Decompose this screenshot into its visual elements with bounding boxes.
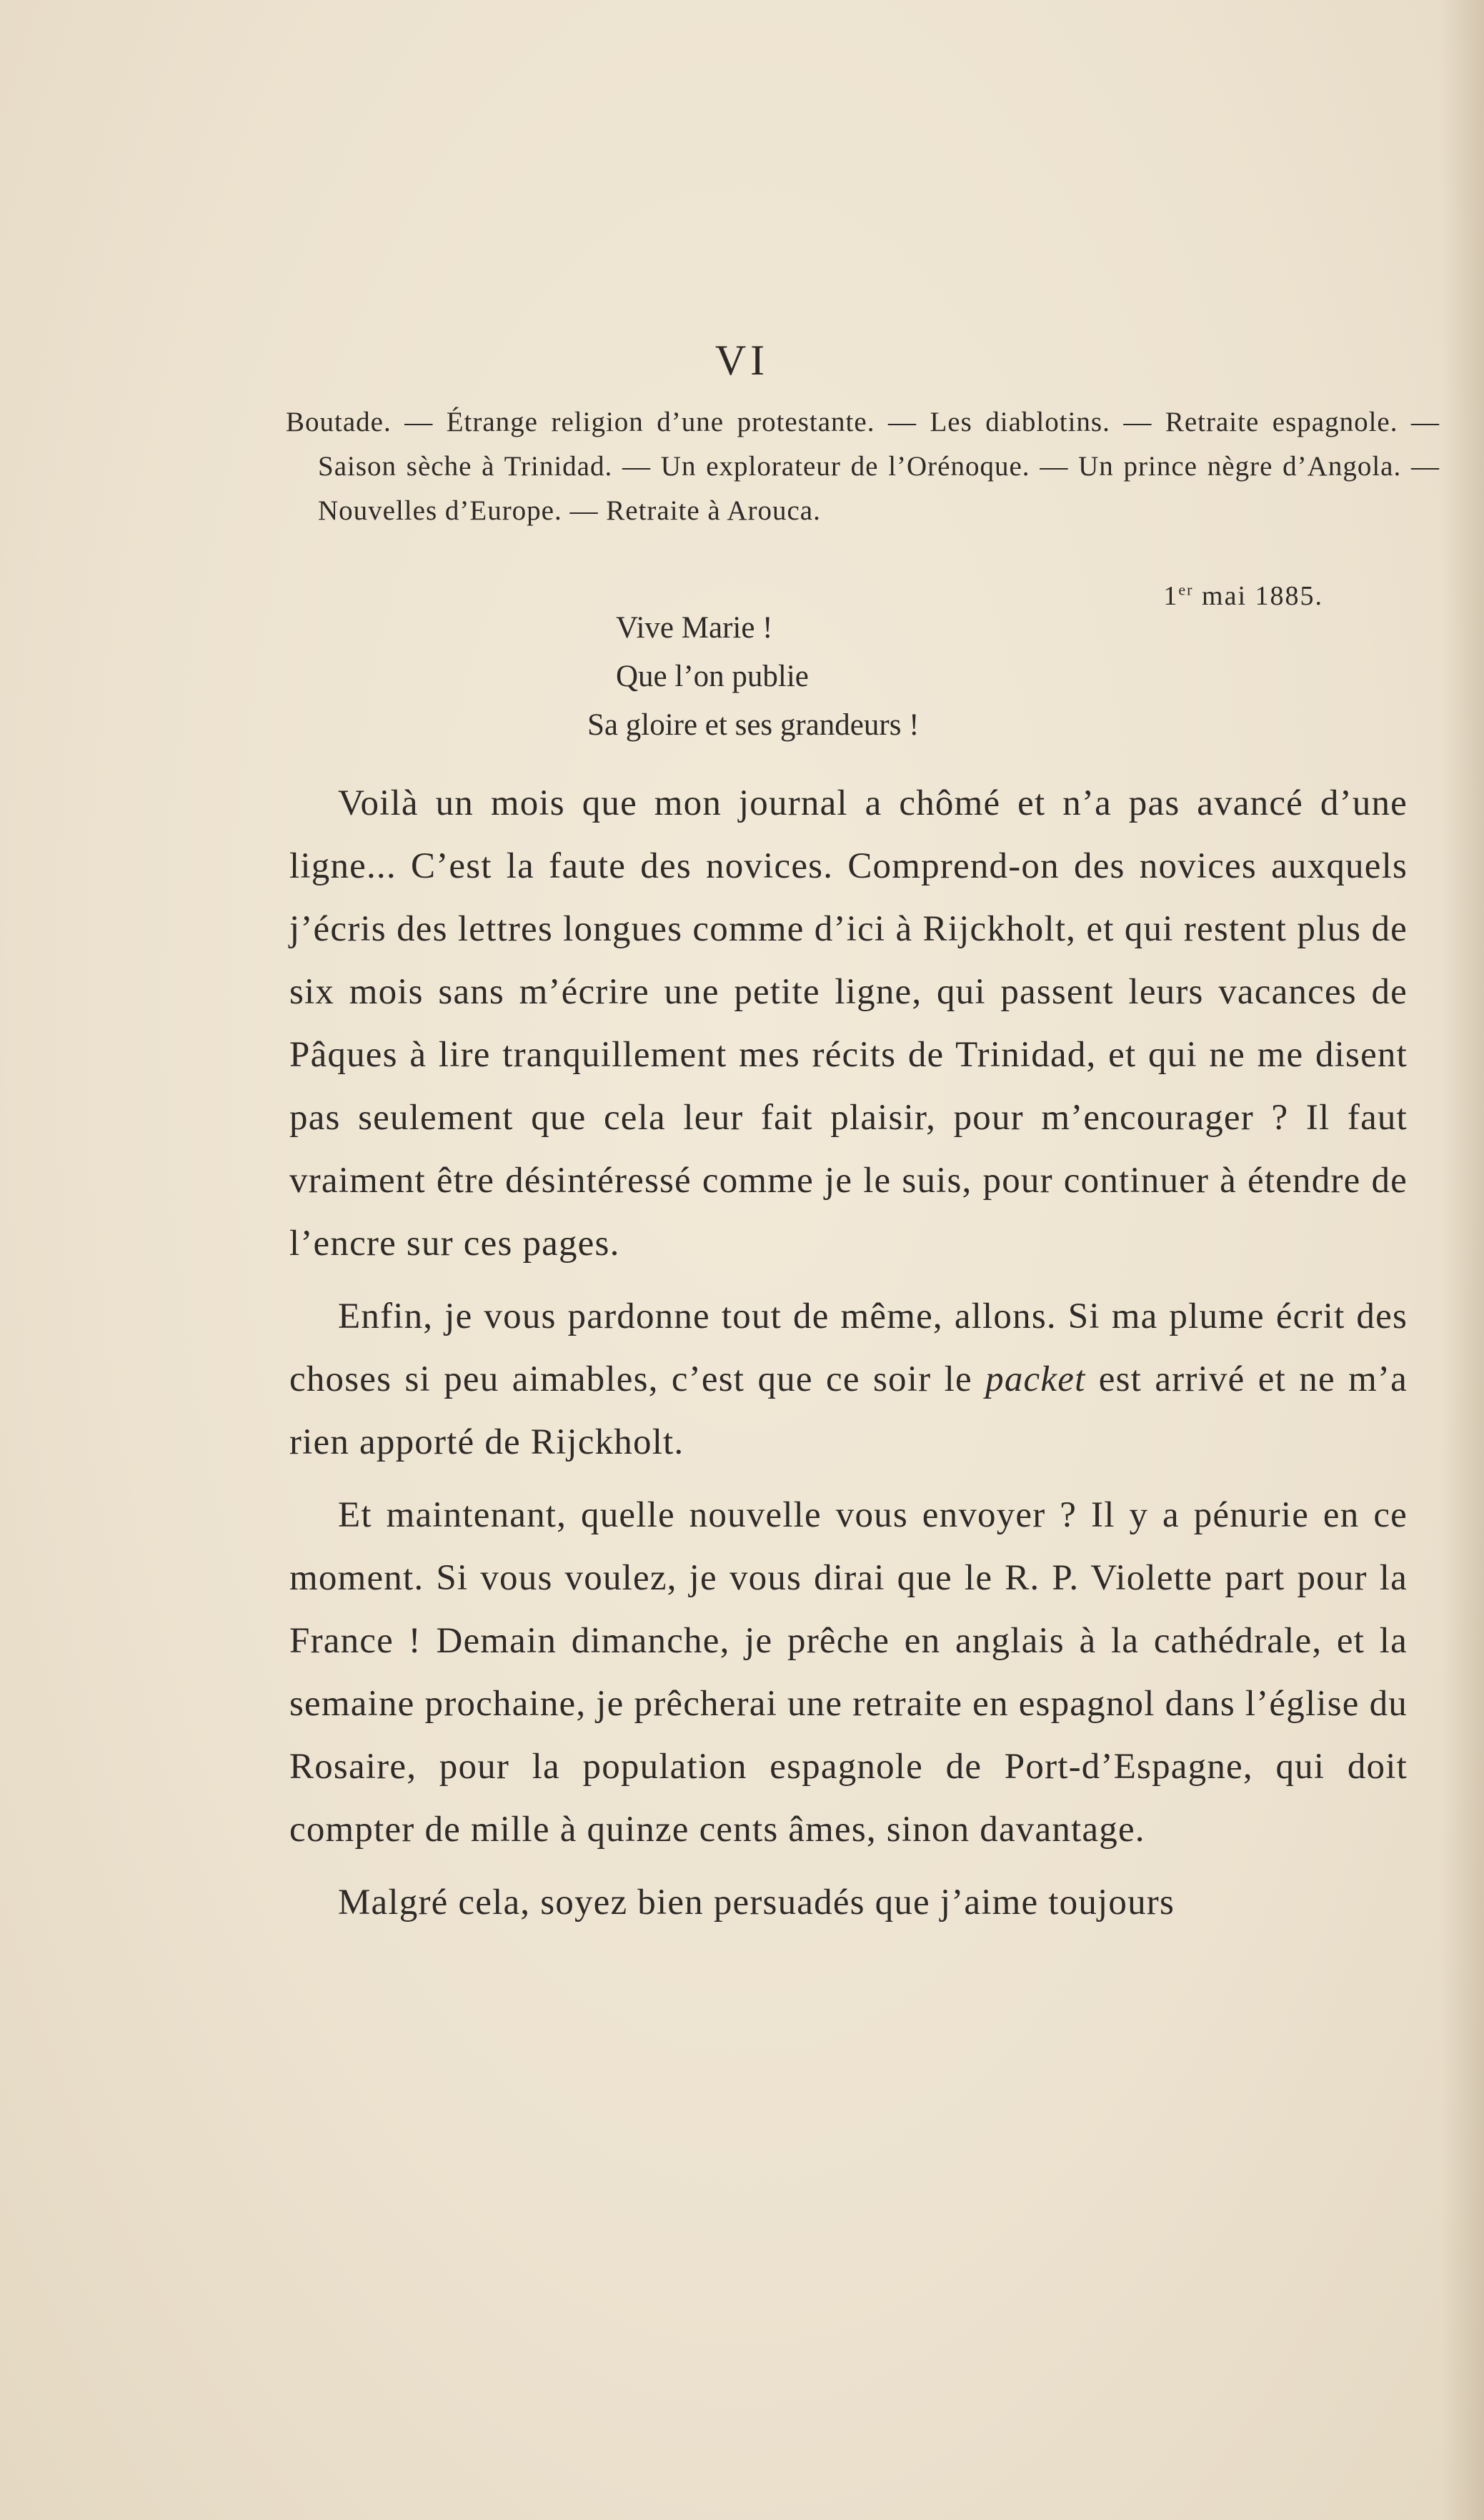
date-ordinal: er: [1178, 580, 1194, 599]
body-text: [289, 772, 1408, 1934]
paragraph-text: Enfin, je vous pardonne tout de même, allons. Si ma plume écrit des choses si peu aimables, c’est que ce soir le: [289, 1296, 1408, 1399]
entry-date: [1163, 580, 1323, 612]
italic-term: packet: [985, 1359, 1086, 1399]
date-rest: mai 1885.: [1193, 581, 1323, 611]
verse-line: Sa gloire et ses grandeurs !: [587, 708, 920, 742]
paragraph: [289, 1285, 1408, 1474]
paragraph: Voilà un mois que mon journal a chômé et n’a pas avancé d’une ligne... C’est la faute des novices. Comprend-on des novices auxquels j’écris des lettres longues comme d’ici à Rijckholt, et qui restent plus de six mois sans m’écrire une petite ligne, qui passent leurs vacances de Pâques à lire tranquillement mes récits de Trinidad, et qui ne me disent pas seulement que cela leur fait plaisir, pour m’encourager ? Il faut vraiment être désintéressé comme je le suis, pour continuer à étendre de l’encre sur ces pages.: [289, 783, 1408, 1264]
verse-line: Vive Marie !: [616, 611, 773, 645]
date-day: 1: [1163, 581, 1179, 611]
chapter-summary: Boutade. — Étrange religion d’une protestante. — Les diablotins. — Retraite espagnole. — Saison sèche à Trinidad. — Un explorateur de l’Orénoque. — Un prince nègre d’Angola. — Nouvelles d’Europe. — Retraite à Arouca.: [286, 407, 1440, 526]
paragraph: Malgré cela, soyez bien persuadés que j’aime toujours: [338, 1882, 1175, 1923]
paragraph-text: est arrivé et ne m’a rien apporté de Rijckholt.: [289, 1359, 1408, 1462]
chapter-number: VI: [714, 337, 770, 384]
verse-line: Que l’on publie: [616, 660, 809, 693]
verse-epigraph: [587, 604, 920, 750]
paragraph: Et maintenant, quelle nouvelle vous envoyer ? Il y a pénurie en ce moment. Si vous voulez, je vous dirai que le R. P. Violette part pour la France ! Demain dimanche, je prêche en anglais à la cathédrale, et la semaine prochaine, je prêcherai une retraite en espagnol dans l’église du Rosaire, pour la population espagnole de Port-d’Espagne, qui doit compter de mille à quinze cents âmes, sinon davantage.: [289, 1495, 1408, 1850]
